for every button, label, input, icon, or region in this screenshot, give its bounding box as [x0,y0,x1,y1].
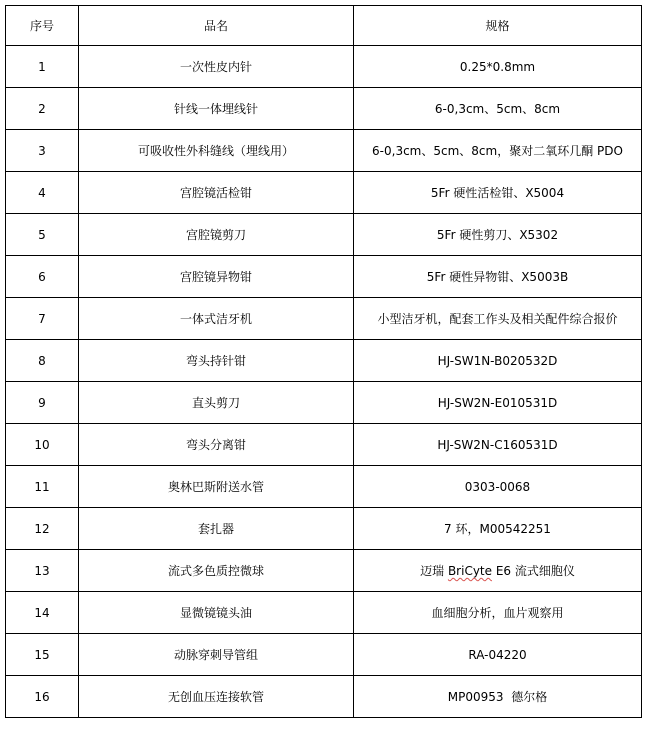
table-row [6,298,642,340]
table-row [6,424,642,466]
table-row [6,88,642,130]
table-row [6,508,642,550]
cell-spec [354,550,642,592]
cell-name: 一体式洁牙机 [79,298,354,340]
table-row [6,676,642,718]
cell-no: 11 [6,466,79,508]
cell-no: 2 [6,88,79,130]
cell-name: 奥林巴斯附送水管 [79,466,354,508]
cell-name: 针线一体埋线针 [79,88,354,130]
cell-spec: MP00953 德尔格 [354,676,642,718]
cell-no: 10 [6,424,79,466]
cell-spec: HJ-SW1N-B020532D [354,340,642,382]
cell-spec: HJ-SW2N-C160531D [354,424,642,466]
cell-no: 12 [6,508,79,550]
cell-no: 1 [6,46,79,88]
cell-spec: 7 环，M00542251 [354,508,642,550]
cell-no: 3 [6,130,79,172]
table-row [6,130,642,172]
cell-name: 宫腔镜剪刀 [79,214,354,256]
header-row [6,6,642,46]
cell-spec: 5Fr 硬性异物钳、X5003B [354,256,642,298]
cell-spec: 6-0,3cm、5cm、8cm，聚对二氧环几酮 PDO [354,130,642,172]
table-row [6,382,642,424]
cell-no: 16 [6,676,79,718]
cell-no: 5 [6,214,79,256]
cell-name: 宫腔镜异物钳 [79,256,354,298]
spec-text-pre: 迈瑞 [420,564,448,578]
cell-name: 动脉穿刺导管组 [79,634,354,676]
table-row [6,466,642,508]
table-row [6,214,642,256]
cell-spec: 0303-0068 [354,466,642,508]
cell-spec: HJ-SW2N-E010531D [354,382,642,424]
cell-no: 8 [6,340,79,382]
table-row [6,634,642,676]
cell-name: 显微镜镜头油 [79,592,354,634]
header-name: 品名 [79,6,354,46]
cell-no: 7 [6,298,79,340]
header-spec: 规格 [354,6,642,46]
cell-spec: 6-0,3cm、5cm、8cm [354,88,642,130]
cell-name: 弯头持针钳 [79,340,354,382]
cell-name: 流式多色质控微球 [79,550,354,592]
cell-spec: RA-04220 [354,634,642,676]
cell-name: 宫腔镜活检钳 [79,172,354,214]
header-no: 序号 [6,6,79,46]
cell-spec: 0.25*0.8mm [354,46,642,88]
cell-spec: 血细胞分析，血片观察用 [354,592,642,634]
cell-no: 6 [6,256,79,298]
table-row [6,340,642,382]
cell-name: 一次性皮内针 [79,46,354,88]
cell-no: 15 [6,634,79,676]
spellcheck-flagged-word: BriCyte [447,564,493,578]
cell-no: 14 [6,592,79,634]
table-row [6,46,642,88]
table-row [6,592,642,634]
cell-spec: 5Fr 硬性活检钳、X5004 [354,172,642,214]
cell-name: 套扎器 [79,508,354,550]
table-row [6,550,642,592]
cell-name: 弯头分离钳 [79,424,354,466]
cell-spec: 5Fr 硬性剪刀、X5302 [354,214,642,256]
cell-no: 9 [6,382,79,424]
cell-name: 无创血压连接软管 [79,676,354,718]
cell-no: 4 [6,172,79,214]
cell-no: 13 [6,550,79,592]
spec-table [5,5,642,718]
spec-text-post: E6 流式细胞仪 [492,564,575,578]
cell-spec: 小型洁牙机，配套工作头及相关配件综合报价 [354,298,642,340]
table-row [6,256,642,298]
cell-name: 可吸收性外科缝线（埋线用） [79,130,354,172]
cell-name: 直头剪刀 [79,382,354,424]
table-row [6,172,642,214]
